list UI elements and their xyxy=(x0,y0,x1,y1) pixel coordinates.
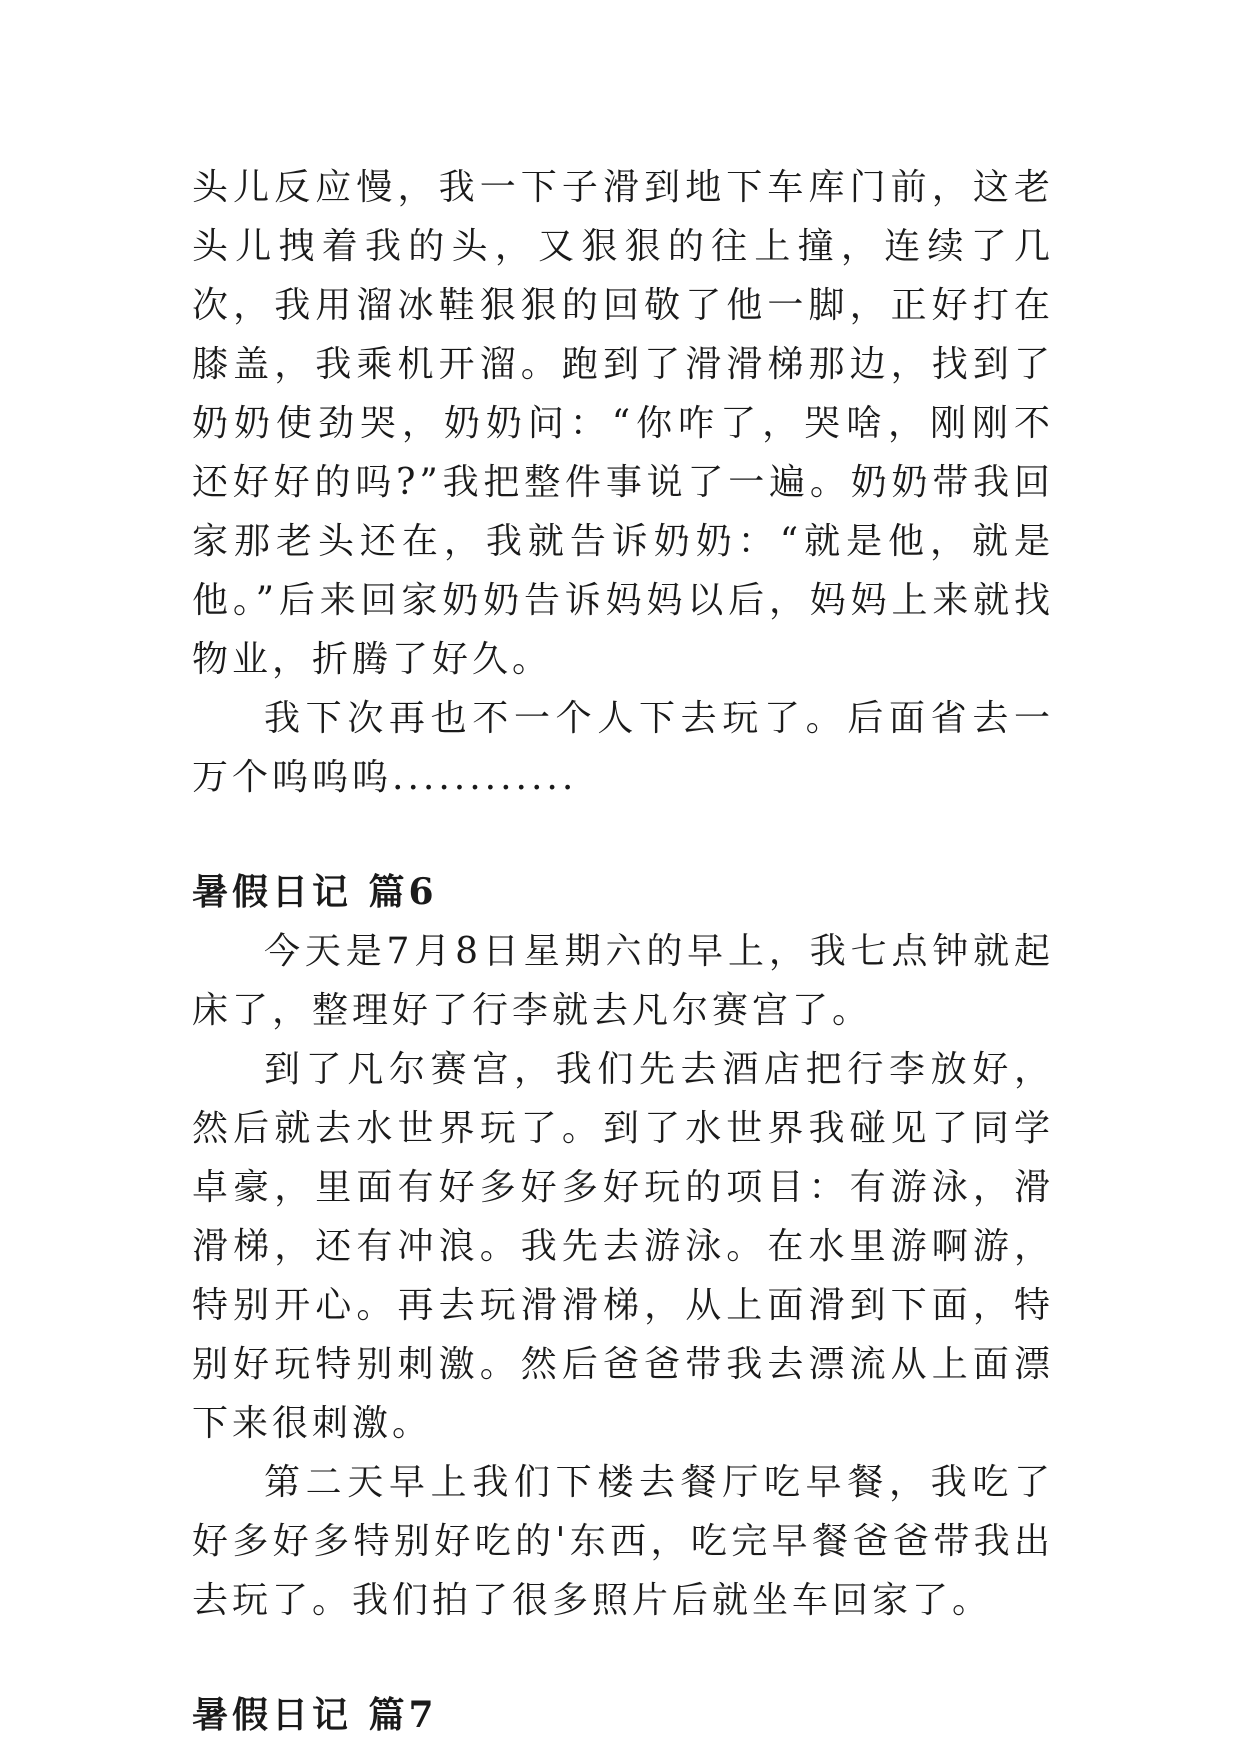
section-6-paragraph-2: 到了凡尔赛宫，我们先去酒店把行李放好，然后就去水世界玩了。到了水世界我碰见了同学卓豪，里面有好多好多好玩的项目：有游泳，滑滑梯，还有冲浪。我先去游泳。在水里游啊游，特别开心。再去玩滑滑梯，从上面滑到下面，特别好玩特别刺激。然后爸爸带我去漂流从上面漂下来很刺激。 xyxy=(192,1049,1054,1444)
document-body xyxy=(192,158,1054,1745)
closing-paragraph: 我下次再也不一个人下去玩了。后面省去一万个呜呜呜............ xyxy=(192,698,1054,798)
section-6-paragraph-3: 第二天早上我们下楼去餐厅吃早餐，我吃了好多好多特别好吃的'东西，吃完早餐爸爸带我出去玩了。我们拍了很多照片后就坐车回家了。 xyxy=(192,1462,1054,1621)
section-gap xyxy=(192,807,1054,863)
section-6-heading: 暑假日记 篇6 xyxy=(192,871,438,913)
section-7-heading: 暑假日记 篇7 xyxy=(192,1694,438,1736)
continued-paragraph: 头儿反应慢，我一下子滑到地下车库门前，这老头儿拽着我的头，又狠狠的往上撞，连续了几次，我用溜冰鞋狠狠的回敬了他一脚，正好打在膝盖，我乘机开溜。跑到了滑滑梯那边，找到了奶奶使劲哭，奶奶问：“你咋了，哭啥，刚刚不还好好的吗?”我把整件事说了一遍。奶奶带我回家那老头还在，我就告诉奶奶：“就是他，就是他。”后来回家奶奶告诉妈妈以后，妈妈上来就找物业，折腾了好久。 xyxy=(192,167,1054,680)
section-gap xyxy=(192,1630,1054,1686)
section-6-paragraph-1: 今天是7月8日星期六的早上，我七点钟就起床了，整理好了行李就去凡尔赛宫了。 xyxy=(192,931,1054,1031)
